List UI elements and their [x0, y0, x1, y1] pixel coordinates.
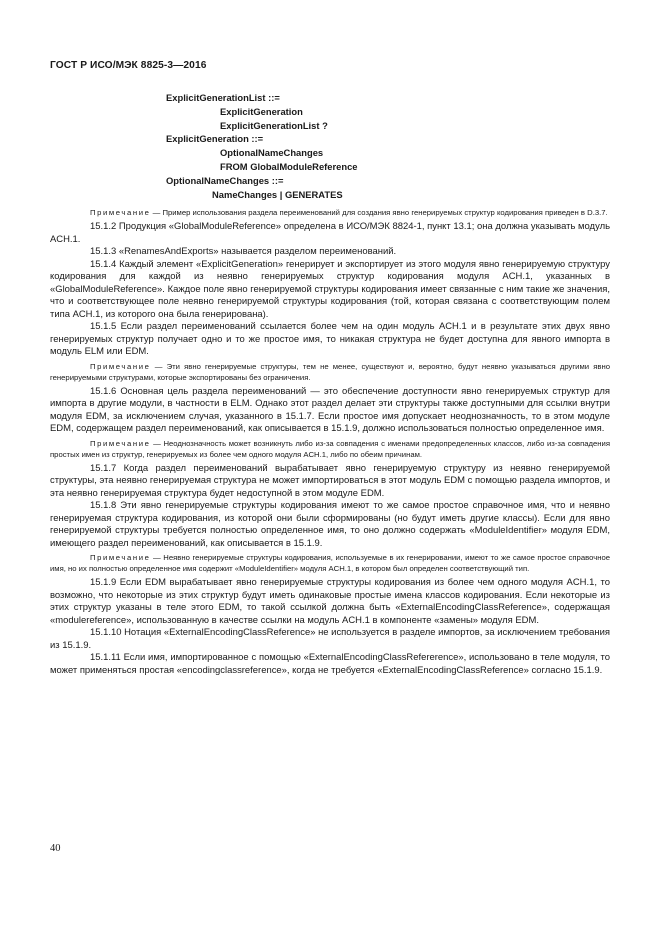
grammar-line: ExplicitGenerationList ?	[220, 119, 328, 131]
note	[50, 207, 610, 218]
document-body	[50, 205, 610, 677]
paragraph: 15.1.8 Эти явно генерируемые структуры кодирования имеют то же самое простое справочное имя, что и неявно генерируемая структура кодирования, из которой они были сформированы (но будут иметь другие классы). Если для явно генерируемой структуры требуется полностью определенное имя, то оно должно содержать «ModuleIdentifier» модуля EDM, имеющего раздел переименований, как описывается в 15.1.9.	[50, 500, 610, 549]
note	[50, 552, 610, 574]
paragraph: 15.1.3 «RenamesAndExports» называется разделом переименований.	[90, 246, 397, 257]
paragraph: 15.1.2 Продукция «GlobalModuleReference» определена в ИСО/МЭК 8824-1, пункт 13.1; она должна указывать модуль ACH.1.	[50, 221, 610, 245]
document-header: ГОСТ Р ИСО/МЭК 8825-3—2016	[50, 60, 207, 71]
paragraph: 15.1.6 Основная цель раздела переименований — это обеспечение доступности явно генерируемых структур для импорта в другие модули, в частности в ELM. Однако этот раздел делает эти структуры также доступными для ссылки внутри модуля EDM, за исключением случая, указанного в 15.1.7. Если простое имя допускает неоднозначность, то в этом модуле EDM, содержащем раздел переименований, как описывается в 15.1.9, должно использоваться полностью определенное имя.	[50, 385, 610, 434]
note-text: — Эти явно генерируемые структуры, тем не менее, существуют и, вероятно, будут неявно указываться другими явно генерируемыми структурами, которые экспортированы без ограничения.	[50, 361, 610, 382]
note-text: — Пример использования раздела переименований для создания явно генерируемых структур кодирования приведен в D.3.7.	[150, 208, 608, 217]
note-label: Примечание	[90, 553, 151, 562]
note-label: Примечание	[90, 208, 151, 217]
grammar-line: ExplicitGeneration ::=	[166, 133, 264, 145]
note-text: — Неоднозначность может возникнуть либо из-за совпадения с именами предопределенных классов, либо из-за совпадения простых имен из структур, генерируемых из более чем одного модуля ACH.1, либо по обеим причинам.	[50, 438, 610, 459]
grammar-line: OptionalNameChanges ::=	[166, 174, 284, 186]
paragraph: 15.1.9 Если EDM вырабатывает явно генерируемые структуры кодирования из более чем одного модуля ACH.1, то возможно, что некоторые из этих структур будут иметь одинаковые простые имена классов кодирования. Если некоторые из этих структур указаны в теле этого EDM, то такой ссылкой должна быть «ExternalEncodingClassReference», содержащая «modulereference», использованную в качестве ссылки на модуль ACH.1 в компоненте «замены» модуля EDM.	[50, 577, 610, 626]
note	[50, 438, 610, 460]
paragraph: 15.1.10 Нотация «ExternalEncodingClassReference» не используется в разделе импортов, за исключением требования из 15.1.9.	[50, 627, 610, 651]
grammar-line: OptionalNameChanges	[220, 147, 324, 159]
note-text: — Неявно генерируемые структуры кодирования, используемые в их генерировании, имеют то же самое простое справочное имя, но их полностью определенное имя содержит «ModuleIdentifier» модуля ACH.1, в котором был определен соответствующий тип.	[50, 553, 610, 573]
note	[50, 361, 610, 383]
grammar-line: ExplicitGenerationList ::=	[166, 92, 280, 103]
paragraph: 15.1.11 Если имя, импортированное с помощью «ExternalEncodingClassRefererence», использовано в теле модуля, то может применяться простая «encodingclassreference», когда не требуется «ExternalEncodingClassReference» согласно 15.1.9.	[50, 652, 610, 676]
note-label: Примечание	[90, 361, 151, 371]
note-label: Примечание	[90, 438, 151, 448]
grammar-line: FROM GlobalModuleReference	[220, 160, 358, 172]
grammar-line: NameChanges | GENERATES	[212, 188, 343, 200]
paragraph: 15.1.7 Когда раздел переименований вырабатывает явно генерируемую структуру из неявно генерируемой структуры, эта неявно генерируемая структура не может импортироваться в этот модуль EDM с помощью раздела импортов, и эта неявно генерируемая структура будет недоступной в этом модуле EDM.	[50, 462, 610, 499]
grammar-definition	[50, 91, 630, 201]
paragraph: 15.1.4 Каждый элемент «ExplicitGeneration» генерирует и экспортирует из этого модуля явно генерируемую структуру кодирования для каждой из неявно генерируемых структур кодирования модуля ACH.1, указанных в «GlobalModuleReference». Каждое поле явно генерируемой структуры кодирования имеет связанные с ним такие же значения, что и соответствующее поле неявно генерируемой структуры кодирования (той, которая связана с соответствующим полем типа ACH.1, из которого она была генерирована).	[50, 258, 610, 320]
paragraph: 15.1.5 Если раздел переименований ссылается более чем на один модуль ACH.1 и в результате этих двух явно генерируемых структур получает одно и то же простое имя, то никакая структура не будет доступна для явного импорта в модуль ELM или EDM.	[50, 321, 610, 357]
grammar-line: ExplicitGeneration	[220, 105, 303, 117]
page-number: 40	[50, 843, 61, 854]
